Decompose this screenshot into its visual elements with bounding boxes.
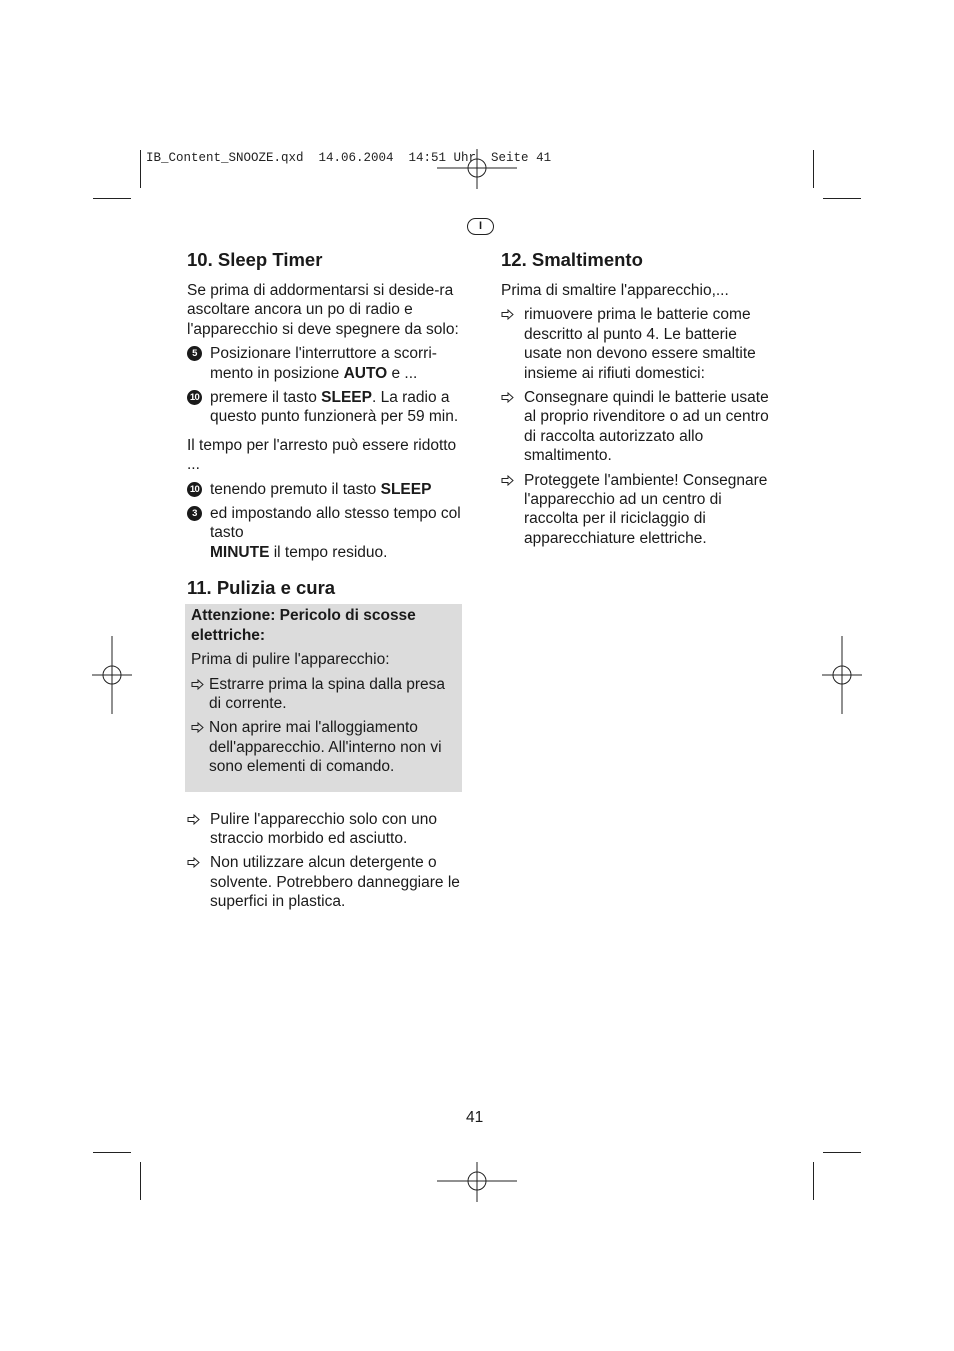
arrow-right-icon [501,392,514,403]
item-text: e ... [387,364,418,382]
body-text: Il tempo per l'arresto può essere ridotto ... [187,436,457,474]
number-badge-icon: 10 [187,482,202,497]
crop-mark [823,1152,861,1153]
item-text: Posizionare l'interruttore a scorri-mento in posizione [210,345,437,382]
item-text: Proteggete l'ambiente! Consegnare l'apparecchio ad un centro di raccolta per il riciclaggio di apparecchiature elettriche. [524,471,768,547]
item-keyword: SLEEP [380,480,432,498]
intro-text: Prima di smaltire l'apparecchio,... [501,282,729,299]
list-item [191,675,456,714]
list-item [187,480,465,499]
page-number: 41 [466,1109,484,1126]
language-badge: I [467,218,494,235]
item-text: Non utilizzare alcun detergente o solvente. Potrebbero danneggiare le superfici in plastica. [210,854,460,911]
number-badge-icon: 10 [187,390,202,405]
item-keyword: AUTO [343,364,388,382]
intro-text: Se prima di addormentarsi si deside-ra ascoltare ancora un po di radio e l'apparecchio si deve spegnere da solo: [187,282,459,338]
crop-mark [813,150,814,188]
item-text: Consegnare quindi le batterie usate al proprio rivenditore o ad un centro di raccolta autorizzato allo smaltimento. [524,389,769,465]
registration-mark-icon [92,636,132,714]
left-column [187,248,465,917]
list-item [501,305,773,383]
warning-intro: Prima di pulire l'apparecchio: [191,651,390,669]
item-keyword: MINUTE [210,543,270,561]
item-text: . La radio a questo punto funzionerà per 59 min. [210,389,459,426]
item-text: Pulire l'apparecchio solo con uno straccio morbido ed asciutto. [210,810,437,847]
list-item [187,504,465,562]
warning-box [185,604,462,791]
section-sleep-timer [187,248,465,562]
item-text: Estrarre prima la spina dalla presa di corrente. [209,675,446,712]
item-text: Non aprire mai l'alloggiamento dell'apparecchio. All'interno non vi sono elementi di comando. [209,719,442,776]
list-item [187,344,465,383]
arrow-right-icon [191,722,204,733]
item-text: premere il tasto [210,389,322,407]
number-badge-icon: 5 [187,346,202,361]
registration-mark-icon [822,636,862,714]
warning-title: Attenzione: Pericolo di scosse elettriche: [191,607,416,644]
arrow-right-icon [501,475,514,486]
section-disposal [501,248,773,548]
arrow-right-icon [187,857,200,868]
section-title: 10. Sleep Timer [187,249,323,270]
item-keyword: SLEEP [321,389,372,407]
item-text: rimuovere prima le batterie come descritto al punto 4. Le batterie usate non devono essere smaltite insieme ai rifiuti domestici: [524,306,756,382]
list-item [187,853,465,911]
crop-mark [93,198,131,199]
item-text: il tempo residuo. [269,543,388,561]
section-title: 11. Pulizia e cura [187,577,336,599]
arrow-right-icon [187,814,200,825]
registration-mark-icon [437,1162,517,1202]
list-item [501,388,773,466]
crop-mark [823,198,861,199]
list-item [187,810,465,849]
section-title: 12. Smaltimento [501,249,643,270]
crop-mark [140,150,141,188]
number-badge-icon: 3 [187,506,202,521]
list-item [501,471,773,549]
crop-mark [813,1162,814,1200]
list-item [191,718,456,776]
section-cleaning [187,576,465,911]
crop-mark [93,1152,131,1153]
registration-mark-icon [437,149,517,189]
right-column [501,248,773,553]
slug-line: IB_Content_SNOOZE.qxd 14.06.2004 14:51 Uhr Seite 41 [146,151,552,165]
arrow-right-icon [191,679,204,690]
list-item [187,388,465,427]
crop-mark [140,1162,141,1200]
arrow-right-icon [501,309,514,320]
item-text: ed impostando allo stesso tempo col tasto [210,505,461,542]
item-text: tenendo premuto il tasto [210,480,381,498]
